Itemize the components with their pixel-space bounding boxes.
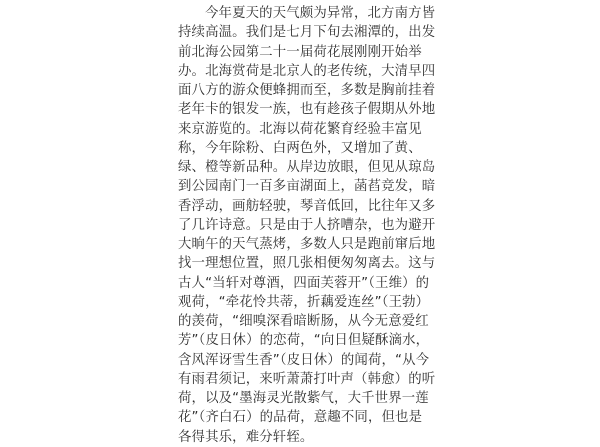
text-line: 持续高温。我们是七月下旬去湘潭的，出发: [178, 25, 436, 41]
text-line: 面八方的游众便蜂拥而至，多数是胸前挂着: [178, 83, 436, 98]
text-line: 大晌午的天气蒸烤，多数人只是跑前窜后地: [178, 237, 436, 252]
text-line: 老年卡的银发一族，也有趁孩子假期从外地: [178, 102, 436, 118]
text-line: 找一理想位置，照几张相便匆匆离去。这与: [178, 256, 436, 272]
text-line: 来京游览的。北海以荷花繁育经验丰富见: [178, 121, 422, 137]
text-line: 古人“当轩对尊酒，四面芙蓉开”（王维）的: [178, 275, 430, 291]
text-line: 各得其乐，难分轩轾。: [178, 429, 314, 445]
text-line: 含风浑讶雪生香”（皮日休）的闻荷，“从今: [178, 352, 430, 368]
text-line: 的羡荷，“细嗅深看暗断肠，从今无意爱红: [178, 314, 429, 329]
text-line: 今年夏天的天气颇为异常，北方南方皆: [205, 6, 436, 21]
article-paragraph: [178, 4, 438, 447]
text-line: 前北海公园第二十一届荷花展刚刚开始举: [178, 44, 422, 60]
text-line: 芳”（皮日休）的恋荷，“向日但疑酥滴水，: [178, 333, 430, 349]
text-line: 有雨君须记，来听萧萧打叶声（韩愈）的听: [178, 371, 436, 387]
text-line: 花”（齐白石）的品荷，意趣不同，但也是: [178, 410, 423, 426]
text-line: 称，今年除粉、白两色外，又增加了黄、: [178, 140, 422, 156]
text-line: 荷，以及“墨海灵光散紫气，大千世界一莲: [178, 391, 429, 406]
text-line: 观荷，“牵花怜共蒂，折藕爱连丝”（王勃）: [178, 294, 430, 310]
text-line: 香浮动，画舫轻驶，琴音低回，比往年又多: [178, 198, 436, 214]
text-line: 办。北海赏荷是北京人的老传统，大清早四: [178, 63, 436, 79]
text-line: 绿、橙等新品种。从岸边放眼，但见从琼岛: [178, 160, 436, 175]
text-line: 到公园南门一百多亩湖面上，菡萏竞发，暗: [178, 179, 436, 195]
text-line: 了几许诗意。只是由于人挤嘈杂，也为避开: [178, 217, 436, 233]
